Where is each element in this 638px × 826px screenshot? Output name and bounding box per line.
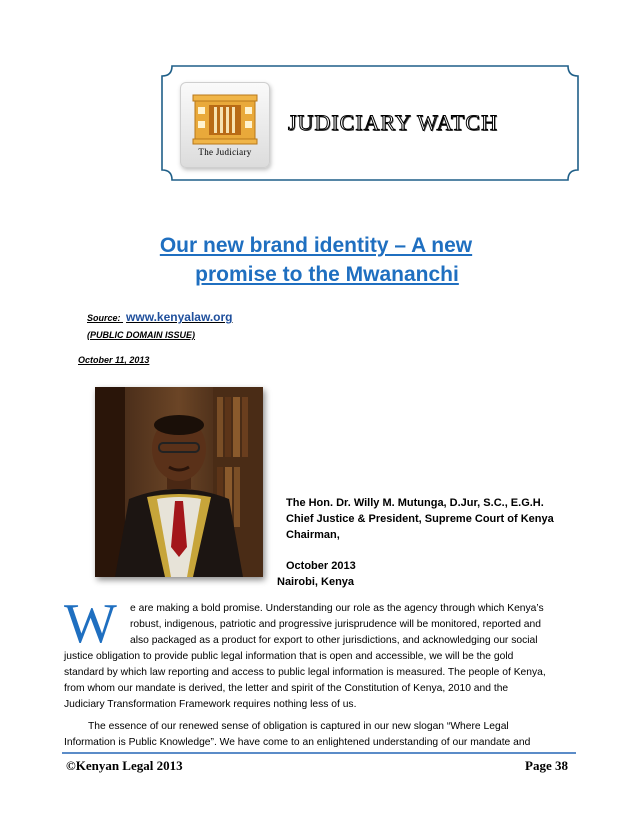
- page-number: Page 38: [525, 758, 568, 773]
- caption-place: Nairobi, Kenya: [277, 576, 355, 588]
- caption-role: Chairman,: [286, 529, 340, 541]
- body-line: standard by which law reporting and access to public legal information is measured. The people of Kenya,: [64, 667, 546, 678]
- source-label: Source:: [87, 313, 121, 323]
- body-line: The essence of our renewed sense of obligation is captured in our new slogan “Where Legal: [88, 721, 509, 732]
- courthouse-icon: [191, 91, 259, 145]
- body-line: robust, indigenous, patriotic and progressive jurisprudence will be monitored, reported and: [130, 619, 541, 630]
- caption-date: October 2013: [286, 560, 356, 572]
- caption-title: Chief Justice & President, Supreme Court of Kenya: [286, 513, 554, 525]
- body-line: Information is Public Knowledge”. We have come to an enlightened understanding of our mandate and: [64, 737, 531, 748]
- body-line: also packaged as a product for export to other jurisdictions, and acknowledging our social: [130, 635, 538, 646]
- caption-name: The Hon. Dr. Willy M. Mutunga, D.Jur, S.C., E.G.H.: [286, 497, 544, 509]
- body-line: justice obligation to provide public legal information that is open and accessible, we will be the gold: [64, 651, 514, 662]
- body-line: Judiciary Transformation Framework requires nothing less of us.: [64, 699, 357, 710]
- header-banner: [160, 64, 580, 182]
- body-line: from whom our mandate is derived, the letter and spirit of the Constitution of Kenya, 2010 and the: [64, 683, 509, 694]
- portrait-photo: [95, 387, 263, 577]
- drop-cap: W: [64, 593, 117, 655]
- source-link[interactable]: www.kenyalaw.org: [126, 310, 233, 324]
- headline-line-2: promise to the Mwananchi: [195, 263, 459, 286]
- footer-divider: [62, 752, 576, 754]
- logo-caption: The Judiciary: [198, 147, 252, 157]
- footer-copyright: ©Kenyan Legal 2013: [66, 758, 183, 773]
- source-line: [87, 310, 233, 324]
- banner-title: JUDICIARY WATCH: [288, 110, 498, 135]
- body-line: e are making a bold promise. Understanding our role as the agency through which Kenya’s: [130, 603, 544, 614]
- judiciary-logo: [180, 82, 270, 168]
- article-date: October 11, 2013: [78, 355, 150, 365]
- headline-line-1: Our new brand identity – A new: [159, 234, 473, 257]
- public-domain-note: (PUBLIC DOMAIN ISSUE): [87, 330, 195, 340]
